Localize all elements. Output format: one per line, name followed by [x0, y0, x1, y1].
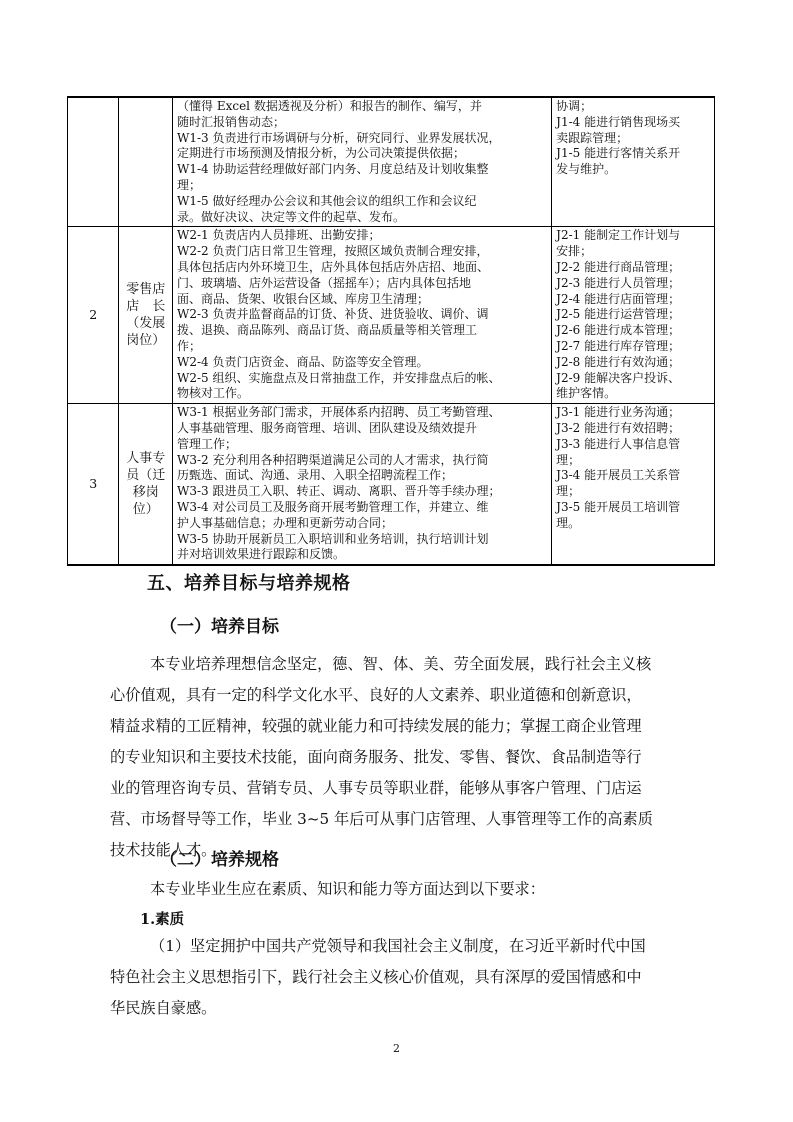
- post-line: 员（迁: [126, 468, 166, 484]
- work-task-line: 具体包括店内外环境卫生，店外具体包括店外店招、地面、: [177, 259, 490, 274]
- row-number-cell: [68, 97, 119, 227]
- post-line: 店 长: [126, 299, 166, 315]
- ability-line: 理。: [556, 515, 581, 530]
- subsection-heading-spec: （二）培养规格: [160, 850, 279, 870]
- ability-line: J1-5 能进行客情关系开: [556, 146, 681, 161]
- post-line: 人事专: [126, 451, 166, 467]
- work-task-line: 人事基础管理、服务商管理、培训、团队建设及绩效提升: [177, 420, 478, 435]
- work-task-line: 面、商品、货架、收银台区域、库房卫生清理；: [177, 291, 430, 306]
- work-task-cell: [173, 227, 552, 404]
- ability-line: 发与维护。: [556, 162, 617, 177]
- work-task-line: 理；: [177, 177, 202, 192]
- page-number: 2: [393, 1042, 400, 1055]
- work-task-line: 拨、退换、商品陈列、商品订货、商品质量等相关管理工: [177, 323, 478, 338]
- work-task-line: W1-4 协助运营经理做好部门内务、月度总结及计划收集整: [177, 162, 489, 177]
- ability-line: J3-1 能进行业务沟通；: [556, 405, 681, 420]
- subsection-heading-goal: （一）培养目标: [160, 617, 279, 637]
- work-task-line: W3-3 跟进员工入职、转正、调动、离职、晋升等手续办理；: [177, 484, 501, 499]
- ability-line: J2-5 能进行运营管理；: [556, 307, 681, 322]
- spec-intro: [150, 874, 710, 905]
- post-cell: [119, 227, 173, 404]
- work-task-line: （懂得 Excel 数据透视及分析）和报告的制作、编写，并: [177, 99, 482, 113]
- work-task-line: W2-2 负责门店日常卫生管理，按照区域负责制合理安排，: [177, 244, 489, 259]
- text-line: （1）坚定拥护中国共产党领导和我国社会主义制度，在习近平新时代中国: [150, 937, 646, 955]
- table-row: [68, 404, 715, 565]
- work-task-line: W3-4 对公司员工及服务商开展考勤管理工作，并建立、维: [177, 499, 489, 514]
- work-task-cell: [173, 97, 552, 227]
- ability-line: J2-1 能制定工作计划与: [556, 228, 681, 243]
- job-duty-table: [67, 96, 715, 566]
- post-cell: [119, 404, 173, 565]
- row-number-cell: 2: [68, 227, 119, 404]
- table-row: [68, 227, 715, 404]
- ability-line: J2-4 能进行店面管理；: [556, 291, 681, 306]
- post-line: 零售店: [126, 282, 166, 298]
- text-line: 本专业毕业生应在素质、知识和能力等方面达到以下要求：: [150, 880, 545, 898]
- work-task-line: 定期进行市场预测及情报分析，为公司决策提供依据；: [177, 146, 466, 161]
- goal-paragraph: [110, 649, 680, 866]
- ability-cell: [552, 227, 715, 404]
- text-line: 心价值观，具有一定的科学文化水平、良好的人文素养、职业道德和创新意识，: [110, 686, 642, 704]
- ability-line: J2-9 能解决客户投诉、: [556, 370, 681, 385]
- work-task-line: 并对培训效果进行跟踪和反馈。: [177, 547, 346, 562]
- ability-cell: [552, 404, 715, 565]
- ability-line: J2-2 能进行商品管理；: [556, 259, 681, 274]
- ability-line: 维护客情。: [556, 386, 617, 401]
- quality-item-paragraph: [110, 931, 680, 1024]
- ability-line: J3-5 能开展员工培训管: [556, 499, 681, 514]
- ability-line: J2-3 能进行人员管理；: [556, 275, 681, 290]
- text-line: 营、市场督导等工作，毕业 3~5 年后可从事门店管理、人事管理等工作的高素质: [110, 810, 653, 828]
- ability-line: J2-6 能进行成本管理；: [556, 323, 681, 338]
- ability-line: J1-4 能进行销售现场买: [556, 114, 681, 129]
- post-cell: [119, 97, 173, 227]
- work-task-line: 作；: [177, 338, 202, 353]
- work-task-line: W1-5 做好经理办公会议和其他会议的组织工作和会议纪: [177, 193, 477, 208]
- post-line: （发展: [126, 316, 166, 332]
- work-task-line: W2-5 组织、实施盘点及日常抽盘工作，并安排盘点后的帐、: [177, 370, 501, 385]
- ability-line: 理；: [556, 484, 581, 499]
- ability-line: 理；: [556, 452, 581, 467]
- post-line: 岗位）: [126, 333, 166, 349]
- ability-line: J2-7 能进行库存管理；: [556, 338, 681, 353]
- work-task-cell: [173, 404, 552, 565]
- work-task-line: W3-1 根据业务部门需求，开展体系内招聘、员工考勤管理、: [177, 405, 501, 420]
- work-task-line: W2-1 负责店内人员排班、出勤安排；: [177, 228, 381, 243]
- work-task-line: W1-3 负责进行市场调研与分析，研究同行、业界发展状况，: [177, 130, 501, 145]
- text-line: 技术技能人才。: [110, 841, 217, 859]
- work-task-line: 物核对工作。: [177, 386, 250, 401]
- work-task-line: W3-5 协助开展新员工入职培训和业务培训，执行培训计划: [177, 531, 489, 546]
- ability-line: J2-8 能进行有效沟通；: [556, 354, 681, 369]
- row-number-cell: 3: [68, 404, 119, 565]
- quality-heading: 1.素质: [140, 911, 185, 928]
- work-task-line: 录。做好决议、决定等文件的起草、发布。: [177, 209, 406, 224]
- work-task-line: 管理工作；: [177, 436, 238, 451]
- table-row: [68, 97, 715, 227]
- work-task-line: 历甄选、面试、沟通、录用、入职全招聘流程工作；: [177, 468, 454, 483]
- ability-line: 卖跟踪管理；: [556, 130, 629, 145]
- work-task-line: 护人事基础信息；办理和更新劳动合同；: [177, 515, 394, 530]
- ability-line: 安排；: [556, 244, 593, 259]
- ability-line: J3-2 能进行有效招聘；: [556, 420, 681, 435]
- work-task-line: 随时汇报销售动态；: [177, 114, 286, 129]
- post-line: 移岗位）: [132, 485, 159, 518]
- work-task-line: W2-4 负责门店资金、商品、防盗等安全管理。: [177, 354, 429, 369]
- text-line: 精益求精的工匠精神，较强的就业能力和可持续发展的能力；掌握工商企业管理: [110, 717, 642, 735]
- work-task-line: W3-2 充分利用各种招聘渠道满足公司的人才需求，执行简: [177, 452, 489, 467]
- section-heading: 五、培养目标与培养规格: [147, 573, 351, 594]
- ability-line: 协调；: [556, 99, 593, 113]
- work-task-line: W2-3 负责并监督商品的订货、补货、进货验收、调价、调: [177, 307, 489, 322]
- text-line: 特色社会主义思想指引下，践行社会主义核心价值观，具有深厚的爱国情感和中: [110, 968, 642, 986]
- text-line: 本专业培养理想信念坚定，德、智、体、美、劳全面发展，践行社会主义核: [150, 655, 652, 673]
- text-line: 华民族自豪感。: [110, 999, 217, 1017]
- ability-line: J3-4 能开展员工关系管: [556, 468, 681, 483]
- ability-cell: [552, 97, 715, 227]
- work-task-line: 门、玻璃墙、店外运营设备（摇摇车）；店内具体包括地: [177, 275, 472, 290]
- text-line: 业的管理咨询专员、营销专员、人事专员等职业群，能够从事客户管理、门店运: [110, 779, 642, 797]
- text-line: 的专业知识和主要技术技能，面向商务服务、批发、零售、餐饮、食品制造等行: [110, 748, 642, 766]
- ability-line: J3-3 能进行人事信息管: [556, 436, 681, 451]
